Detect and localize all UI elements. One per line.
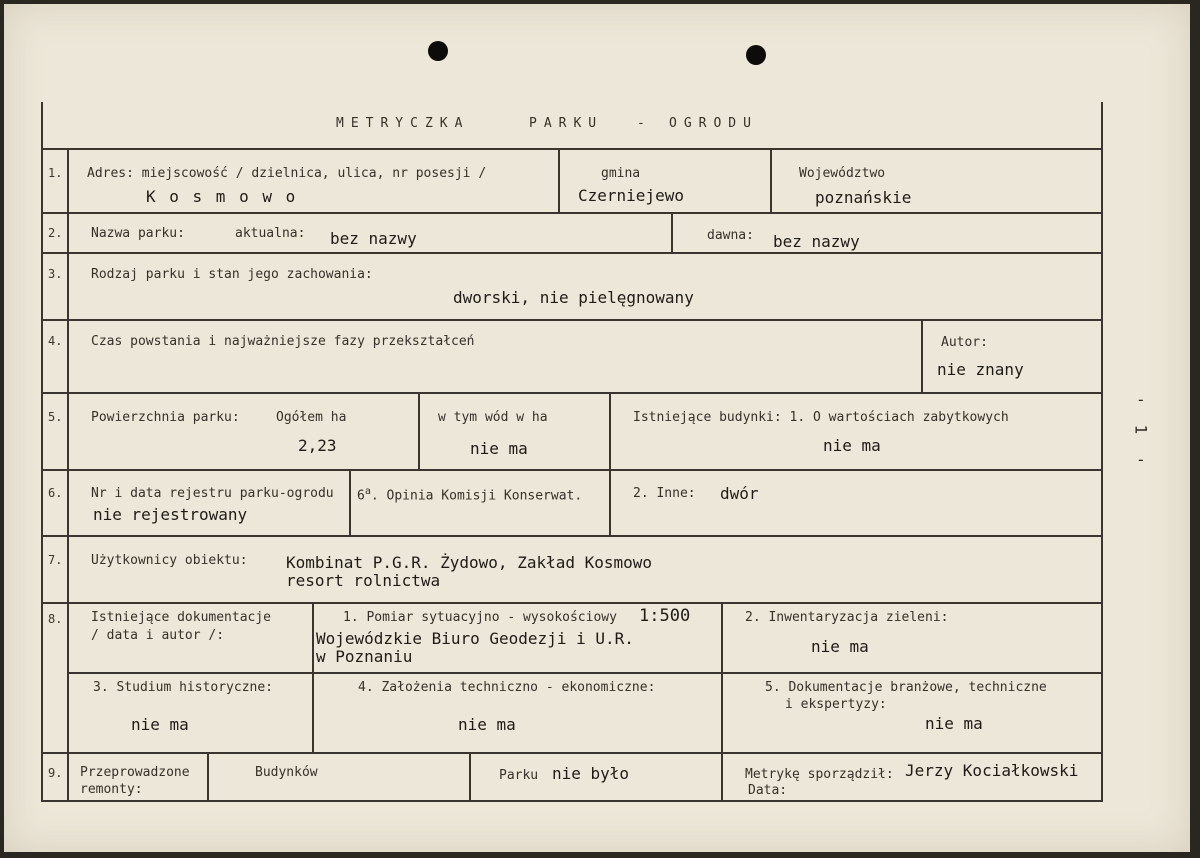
- wod-label: w tym wód w ha: [438, 410, 548, 425]
- rule-8: [43, 602, 1101, 604]
- gmina-label: gmina: [601, 166, 641, 181]
- title-parku: PARKU: [529, 116, 604, 131]
- row-number-4: 4.: [48, 334, 63, 348]
- inwentaryzacja-value: nie ma: [811, 637, 869, 656]
- uzytkownicy-value-2: resort rolnictwa: [286, 571, 441, 590]
- remonty-label-2: remonty:: [80, 782, 143, 797]
- r1-div-1: [558, 148, 560, 212]
- rule-8-mid: [67, 672, 1101, 674]
- budynkow-label: Budynków: [255, 765, 318, 780]
- studium-label: 3. Studium historyczne:: [93, 680, 274, 695]
- rule-9: [43, 752, 1101, 754]
- r8-div-1: [312, 602, 314, 752]
- pomiar-label: 1. Pomiar sytuacyjno - wysokościowy: [343, 610, 617, 625]
- punch-hole-left: [428, 41, 448, 61]
- aktualna-value: bez nazwy: [330, 229, 417, 248]
- rejestr-value: nie rejestrowany: [93, 505, 248, 524]
- budynki-label: Istniejące budynki: 1. O wartościach zabytkowych: [633, 410, 1009, 425]
- metryczka-form: [41, 102, 1103, 802]
- r8-div-2: [721, 602, 723, 752]
- branzowe-label-2: i ekspertyzy:: [785, 697, 887, 712]
- side-dash-bottom: -: [1136, 450, 1146, 469]
- rodzaj-parku-label: Rodzaj parku i stan jego zachowania:: [91, 267, 373, 282]
- dawna-label: dawna:: [707, 228, 754, 243]
- r9-div-2: [469, 752, 471, 800]
- parku-label: Parku: [499, 768, 539, 783]
- pomiar-value-2: w Poznaniu: [316, 647, 413, 666]
- row-number-9: 9.: [48, 766, 63, 780]
- data-label: Data:: [748, 783, 788, 798]
- dawna-value: bez nazwy: [773, 232, 860, 251]
- autor-value: nie znany: [937, 360, 1024, 379]
- wojewodztwo-label: Województwo: [799, 166, 886, 181]
- branzowe-label-1: 5. Dokumentacje branżowe, techniczne: [765, 680, 1047, 695]
- rodzaj-parku-value: dworski, nie pielęgnowany: [453, 288, 694, 307]
- r9-div-3: [721, 752, 723, 800]
- dokumentacje-label-1: Istniejące dokumentacje: [91, 610, 272, 625]
- ogolem-label: Ogółem ha: [276, 410, 347, 425]
- wod-value: nie ma: [470, 439, 528, 458]
- side-dash-top: -: [1136, 390, 1146, 409]
- rule-7: [43, 535, 1101, 537]
- row-number-3: 3.: [48, 267, 63, 281]
- rule-10: [43, 800, 1101, 802]
- nazwa-parku-label: Nazwa parku:: [91, 226, 185, 241]
- r1-div-2: [770, 148, 772, 212]
- opinia-number: 6: [357, 488, 365, 504]
- rule-1: [43, 148, 1101, 150]
- rule-6: [43, 469, 1101, 471]
- metryke-value: Jerzy Kociałkowski: [905, 761, 1079, 780]
- adres-label: Adres: miejscowość / dzielnica, ulica, nr posesji /: [87, 166, 487, 181]
- gmina-value: Czerniejewo: [578, 186, 684, 205]
- rule-2: [43, 212, 1101, 214]
- punch-hole-right: [746, 45, 766, 65]
- row-number-5: 5.: [48, 410, 63, 424]
- opinia-label: [357, 486, 582, 503]
- autor-label: Autor:: [941, 335, 988, 350]
- uzytkownicy-label: Użytkownicy obiektu:: [91, 553, 248, 568]
- r2-div: [671, 212, 673, 252]
- pomiar-scale: 1:500: [639, 606, 691, 626]
- r5-div-1: [418, 392, 420, 469]
- rule-3: [43, 252, 1101, 254]
- uzytkownicy-value-1: Kombinat P.G.R. Żydowo, Zakład Kosmowo: [286, 553, 653, 572]
- parku-value: nie było: [552, 764, 630, 783]
- r4-div: [921, 319, 923, 392]
- adres-value: K o s m o w o: [146, 187, 298, 206]
- r5-div-2: [609, 392, 611, 469]
- inwentaryzacja-label: 2. Inwentaryzacja zieleni:: [745, 610, 949, 625]
- rule-4: [43, 319, 1101, 321]
- document-sheet: [4, 4, 1190, 852]
- number-column-divider: [67, 148, 69, 802]
- title-ogrodu: OGRODU: [669, 116, 758, 131]
- budynki-value: nie ma: [823, 436, 881, 455]
- r6-div-1: [349, 469, 351, 535]
- ogolem-value: 2,23: [298, 436, 337, 455]
- zalozenia-value: nie ma: [458, 715, 516, 734]
- inne-value: dwór: [720, 484, 759, 503]
- powierzchnia-label: Powierzchnia parku:: [91, 410, 240, 425]
- remonty-label-1: Przeprowadzone: [80, 765, 190, 780]
- czas-powstania-label: Czas powstania i najważniejsze fazy przekształceń: [91, 334, 475, 349]
- row-number-1: 1.: [48, 166, 63, 180]
- branzowe-value: nie ma: [925, 714, 983, 733]
- row-number-7: 7.: [48, 553, 63, 567]
- aktualna-label: aktualna:: [235, 226, 306, 241]
- row-number-8: 8.: [48, 612, 63, 626]
- pomiar-value-1: Wojewódzkie Biuro Geodezji i U.R.: [316, 629, 634, 648]
- opinia-text: . Opinia Komisji Konserwat.: [370, 488, 583, 504]
- row-number-2: 2.: [48, 226, 63, 240]
- dokumentacje-label-2: / data i autor /:: [91, 628, 225, 643]
- r9-div-1: [207, 752, 209, 800]
- opinia-superscript: a: [364, 486, 371, 497]
- rejestr-label: Nr i data rejestru parku-ogrodu: [91, 486, 334, 501]
- row-number-6: 6.: [48, 486, 63, 500]
- studium-value: nie ma: [131, 715, 189, 734]
- metryke-label: Metrykę sporządził:: [745, 767, 894, 782]
- zalozenia-label: 4. Założenia techniczno - ekonomiczne:: [358, 680, 656, 695]
- inne-label: 2. Inne:: [633, 486, 696, 501]
- title-metryczka: METRYCZKA: [336, 116, 470, 131]
- r6-div-2: [609, 469, 611, 535]
- rule-5: [43, 392, 1101, 394]
- wojewodztwo-value: poznańskie: [815, 188, 912, 207]
- side-page-number: 1: [1131, 424, 1151, 435]
- title-dash: -: [637, 116, 652, 131]
